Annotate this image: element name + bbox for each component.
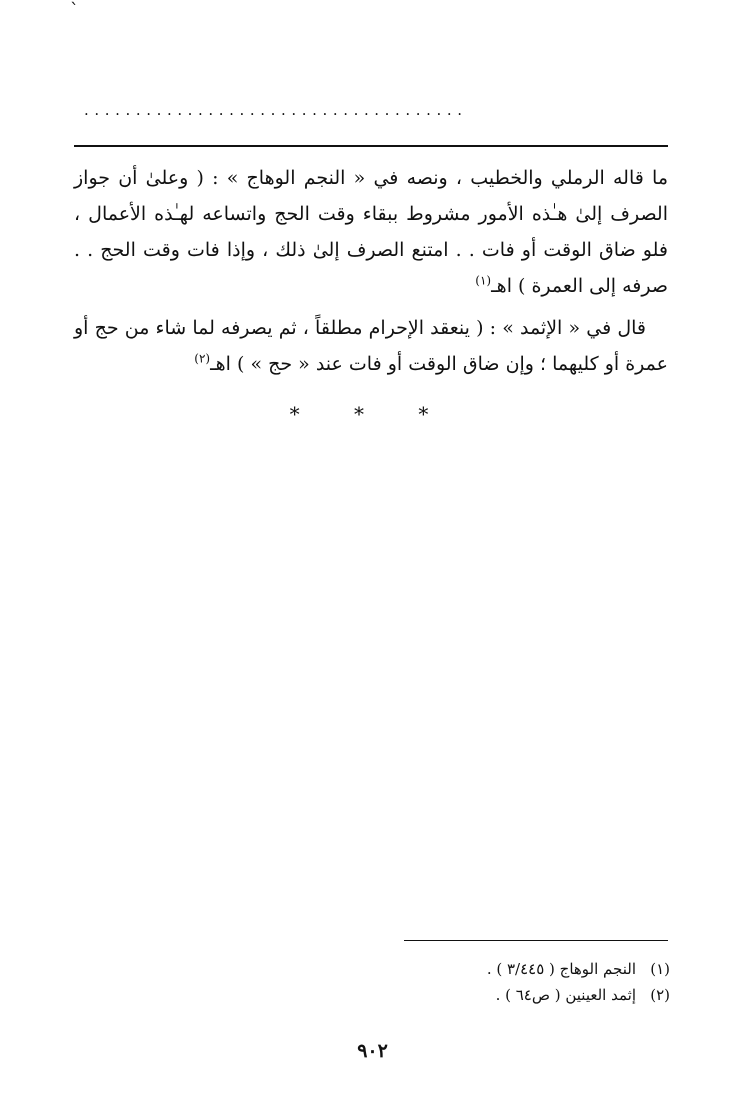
footnote-ref-2[interactable]: (٢) <box>194 351 211 366</box>
footnote-rule <box>404 940 668 941</box>
footnote-text: إثمد العينين ( ص٦٤ ) . <box>495 986 636 1004</box>
footnote-2 <box>300 982 670 1008</box>
footnotes <box>300 956 670 1008</box>
dotted-separator: ..................................... <box>84 101 468 119</box>
top-rule <box>74 145 668 147</box>
footnote-number: (٢) <box>650 986 670 1004</box>
paragraph-1 <box>74 160 668 304</box>
footnote-ref-1[interactable]: (١) <box>475 273 492 288</box>
page-number: ٩٠٢ <box>357 1040 388 1062</box>
footnote-number: (١) <box>650 960 670 978</box>
paragraph-2 <box>74 310 668 382</box>
paragraph-1-text: ما قاله الرملي والخطيب ، ونصه في « النجم الوهاج » : ( وعلىٰ أن جواز الصرف إلىٰ هـٰذه الأمور مشروط ببقاء وقت الحج واتساعه لهـٰذه الأعمال ، فلو ضاق الوقت أو فات . . امتنع الصرف إلىٰ ذلك ، وإذا فات وقت الحج . . صرفه إلى العمرة ) اهـ <box>74 167 668 297</box>
section-separator-stars: * * * <box>289 402 453 426</box>
body-text <box>74 160 668 388</box>
stray-mark: ` <box>70 0 79 21</box>
footnote-text: النجم الوهاج ( ٣/٤٤٥ ) . <box>486 960 636 978</box>
paragraph-2-text: قال في « الإثمد » : ( ينعقد الإحرام مطلقاً ، ثم يصرفه لما شاء من حج أو عمرة أو كليهما ؛ وإن ضاق الوقت أو فات عند « حج » ) اهـ <box>74 317 668 375</box>
footnote-1 <box>300 956 670 982</box>
